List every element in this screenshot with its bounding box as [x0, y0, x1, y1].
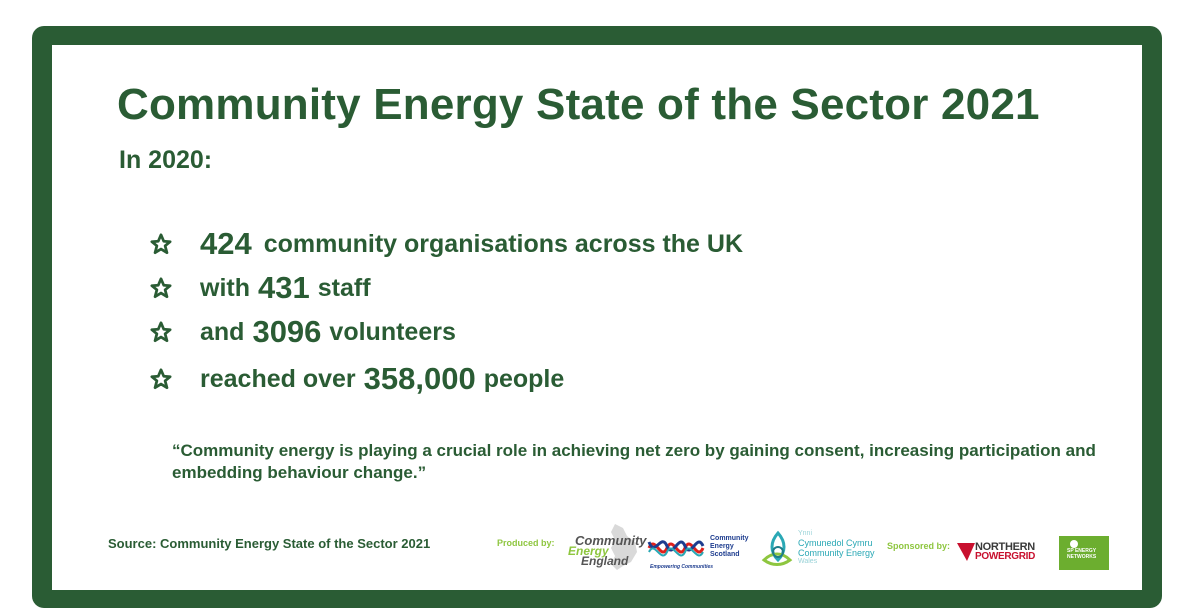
stat-text: community organisations across the UK — [263, 229, 744, 258]
community-energy-wales-logo — [760, 528, 880, 570]
star-icon — [150, 233, 172, 255]
logo-tagline: Empowering Communities — [650, 564, 714, 570]
logo-text: Cymunedol Cymru — [798, 538, 873, 548]
logo-text: Community — [575, 533, 647, 548]
stat-number: 358,000 — [363, 361, 476, 396]
logo-word: SP ENERGY — [1067, 548, 1097, 554]
sp-energy-networks-logo — [1059, 536, 1109, 570]
star-icon — [150, 368, 172, 390]
logo-text: Wales — [798, 558, 818, 565]
logo-word: NETWORKS — [1067, 554, 1097, 560]
logo-text: England — [581, 554, 629, 568]
northern-powergrid-logo — [957, 541, 1049, 563]
page-subtitle: In 2020: — [119, 146, 213, 174]
sponsored-by-label: Sponsored by: — [887, 541, 951, 551]
arrow-mark-icon — [957, 543, 975, 561]
stat-number: 3096 — [252, 314, 322, 349]
stat-row-people-reached — [150, 359, 564, 399]
logo-text: NORTHERN — [975, 541, 1035, 553]
source-citation: Source: Community Energy State of the Sector 2021 — [108, 536, 431, 551]
logo-text: Community Energy — [798, 548, 875, 558]
logo-text — [710, 535, 749, 559]
logo-text: POWERGRID — [975, 551, 1036, 562]
stat-prefix: with — [200, 273, 250, 302]
community-energy-england-logo — [565, 522, 647, 572]
star-icon — [150, 321, 172, 343]
produced-by-label: Produced by: — [497, 538, 555, 548]
stat-row-staff — [150, 268, 371, 308]
stat-prefix: and — [200, 317, 245, 346]
stat-text: people — [483, 364, 565, 393]
wave-pattern-icon — [647, 532, 709, 564]
logo-text: Ynni — [798, 530, 813, 537]
page-title: Community Energy State of the Sector 2021 — [117, 80, 1040, 129]
stat-prefix: reached over — [200, 364, 356, 393]
stat-text: volunteers — [329, 317, 456, 346]
stat-text: staff — [317, 273, 371, 302]
logo-word: Energy — [710, 543, 734, 550]
logo-text — [1067, 548, 1096, 560]
stat-row-organisations — [150, 224, 743, 264]
stat-number: 424 — [200, 226, 252, 261]
logo-text: Energy — [568, 544, 609, 558]
quote-text: “Community energy is playing a crucial role in achieving net zero by gaining consent, increasing participation and embedding behaviour change.” — [172, 441, 1096, 482]
community-energy-scotland-logo — [647, 530, 757, 575]
logo-word: Scotland — [710, 551, 740, 558]
stat-row-volunteers — [150, 312, 456, 352]
triquetra-icon — [760, 530, 796, 568]
stat-number: 431 — [258, 270, 310, 305]
logo-word: Community — [710, 535, 749, 542]
star-icon — [150, 277, 172, 299]
